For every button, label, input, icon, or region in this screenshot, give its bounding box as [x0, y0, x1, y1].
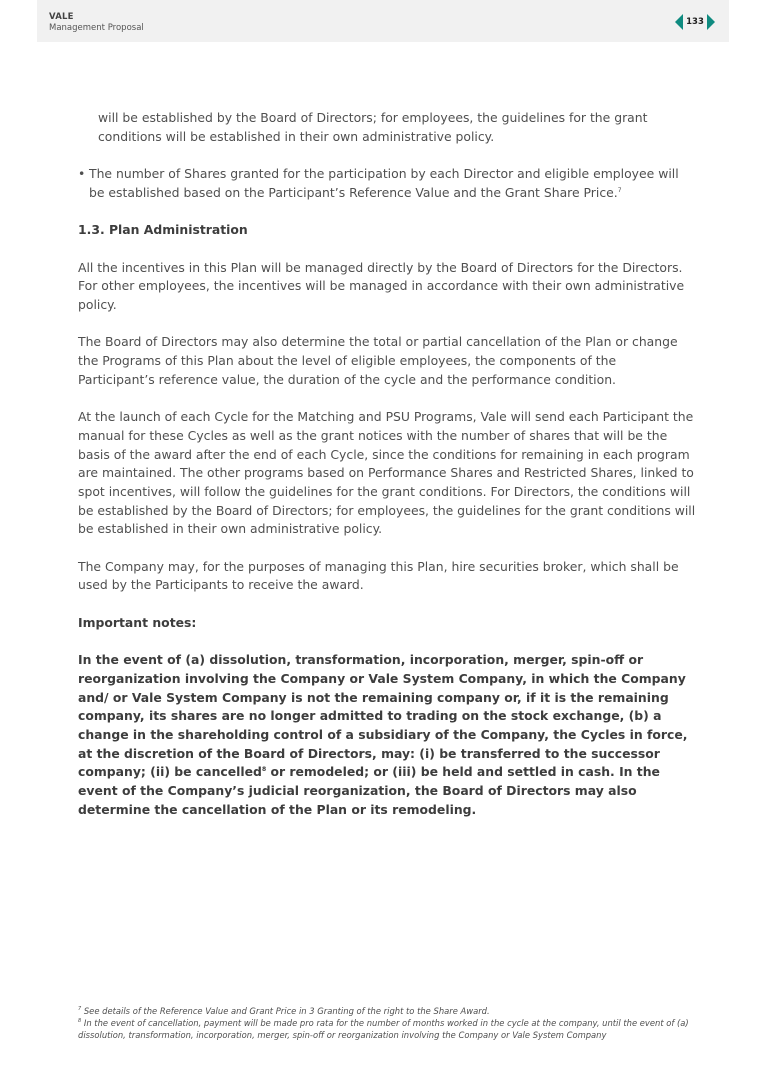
footnote-7-number: 7	[78, 1006, 82, 1013]
paragraph-2: The Board of Directors may also determine the total or partial cancellation of the Plan or change the Programs of this Plan about the level of eligible employees, the components of the Participant’s reference value, the duration of the cycle and the performance condition.	[78, 334, 678, 387]
notes-text-part1: In the event of (a) dissolution, transformation, incorporation, merger, spin-off or reorganization involving the Company or Vale System Company, in which the Company and/ or Vale System Company is not the remaining company or, if it is the remaining company, its shares are no longer admitted to trading on the stock exchange, (b) a change in the shareholding control of a subsidiary of the Company, the Cycles in force, at the discretion of the Board of Directors, may: (i) be transferred to the successor company; (ii) be cancelled	[78, 652, 688, 780]
paragraph-4: The Company may, for the purposes of managing this Plan, hire securities broker, which shall be used by the Participants to receive the award.	[78, 558, 679, 593]
bullet-item	[78, 165, 696, 202]
page-header	[37, 0, 729, 42]
page-navigator	[675, 14, 715, 30]
main-content	[78, 109, 696, 838]
footnote-ref-7[interactable]: 7	[617, 186, 622, 194]
next-page-icon[interactable]	[707, 14, 715, 30]
footnote-7	[78, 1005, 698, 1017]
footnotes	[78, 1005, 698, 1041]
footnote-8	[78, 1017, 698, 1041]
section-heading: 1.3. Plan Administration	[78, 222, 248, 238]
paragraph-3: At the launch of each Cycle for the Matching and PSU Programs, Vale will send each Participant the manual for these Cycles as well as the grant notices with the number of shares that will be the basis of the award after the end of each Cycle, since the conditions for remaining in each program are maintained. The other programs based on Performance Shares and Restricted Shares, linked to spot incentives, will follow the guidelines for the grant conditions. For Directors, the conditions will be established by the Board of Directors; for employees, the guidelines for the grant conditions will be established in their own administrative policy.	[78, 409, 696, 537]
bullet-marker: •	[78, 166, 86, 182]
previous-page-icon[interactable]	[675, 14, 683, 30]
paragraph-1: All the incentives in this Plan will be managed directly by the Board of Directors for the Directors. For other employees, the incentives will be managed in accordance with their own administrative policy.	[78, 259, 685, 312]
important-notes-heading: Important notes:	[78, 614, 197, 630]
document-subtitle: Management Proposal	[49, 23, 144, 33]
footnote-ref-8[interactable]: 8	[261, 766, 267, 774]
footnote-8-number: 8	[78, 1018, 82, 1025]
brand-name: VALE	[49, 12, 74, 22]
notes-text-part2: or remodeled; or (iii) be held and settled in cash. In the event of the Company’s judicial reorganization, the Board of Directors may also determine the cancellation of the Plan or its remodeling.	[78, 764, 660, 817]
page-number: 133	[686, 17, 704, 27]
bullet-text-wrapper	[89, 165, 696, 202]
footnote-8-text: In the event of cancellation, payment will be made pro rata for the number of months worked in the cycle at the company, until the event of (a) dissolution, transformation, incorporation, merger, spin-off or reorganization involving the Company or Vale System Company	[78, 1018, 689, 1040]
footnote-7-text: See details of the Reference Value and Grant Price in 3 Granting of the right to the Share Award.	[81, 1006, 490, 1016]
important-notes-text	[78, 651, 696, 819]
bullet-text: The number of Shares granted for the participation by each Director and eligible employee will be established based on the Participant’s Reference Value and the Grant Share Price.	[89, 166, 679, 200]
continuation-paragraph: will be established by the Board of Directors; for employees, the guidelines for the grant conditions will be established in their own administrative policy.	[98, 110, 648, 144]
